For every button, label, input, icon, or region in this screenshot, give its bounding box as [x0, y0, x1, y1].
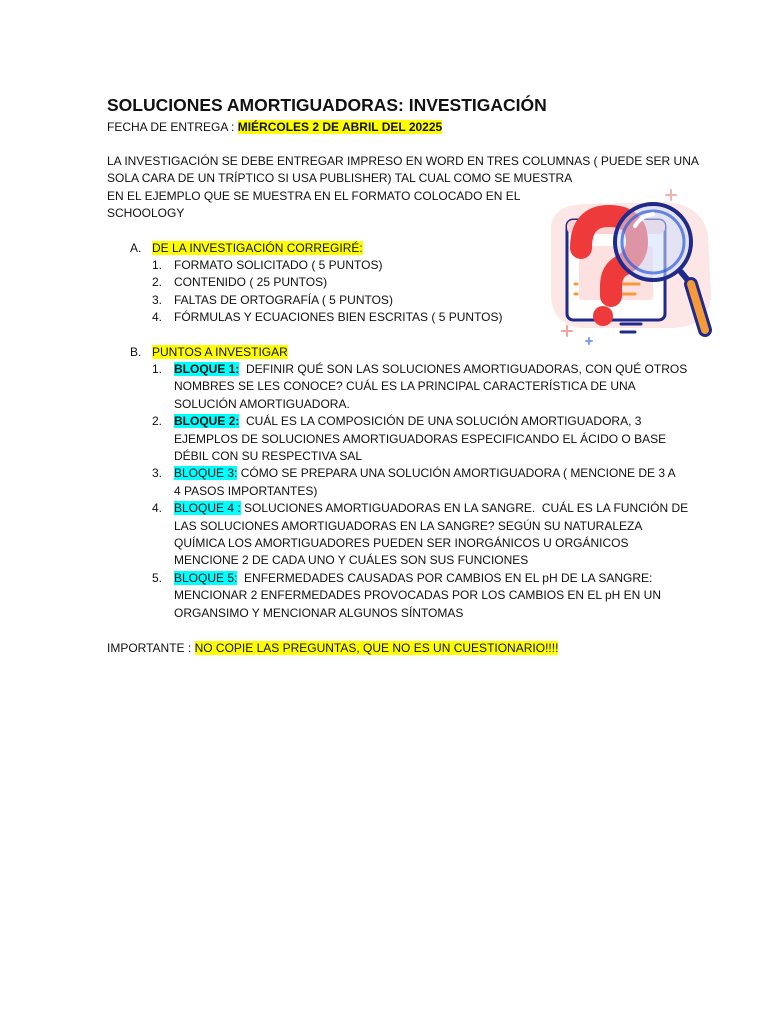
section-b-item-4-line-1: BLOQUE 4 : SOLUCIONES AMORTIGUADORAS EN LA SANGRE. CUÁL ES LA FUNCIÓN DE: [174, 501, 689, 515]
intro-line-3: EN EL EJEMPLO QUE SE MUESTRA EN EL FORMATO COLOCADO EN EL: [107, 189, 521, 203]
intro-line-4: SCHOOLOGY: [107, 206, 185, 220]
important-line: [107, 640, 558, 657]
section-a-item-2-num: 2.: [152, 275, 163, 289]
section-b-item-4-line-4: MENCIONE 2 DE CADA UNO Y CUÁLES SON SUS FUNCIONES: [174, 553, 529, 567]
due-date-value: MIÉRCOLES 2 DE ABRIL DEL 20225: [237, 120, 443, 134]
section-a-marker: A.: [130, 241, 142, 255]
due-date-label: FECHA DE ENTREGA :: [107, 120, 235, 134]
section-b-item-3-line-1: BLOQUE 3: CÓMO SE PREPARA UNA SOLUCIÓN AMORTIGUADORA ( MENCIONE DE 3 A: [174, 466, 676, 480]
document-title: SOLUCIONES AMORTIGUADORAS: INVESTIGACIÓN: [107, 95, 547, 115]
section-b-item-1-num: 1.: [152, 362, 163, 376]
section-b-item-3-num: 3.: [152, 466, 163, 480]
section-a-item-4-num: 4.: [152, 310, 163, 324]
section-b-item-1-line-1: BLOQUE 1: DEFINIR QUÉ SON LAS SOLUCIONES AMORTIGUADORAS, CON QUÉ OTROS: [174, 362, 688, 376]
section-b-item-2-num: 2.: [152, 414, 163, 428]
section-a-item-1: FORMATO SOLICITADO ( 5 PUNTOS): [174, 258, 383, 272]
sparkle-icon: [562, 326, 572, 336]
section-b-heading: PUNTOS A INVESTIGAR: [152, 345, 288, 359]
section-b-item-5-line-2: MENCIONAR 2 ENFERMEDADES PROVOCADAS POR LOS CAMBIOS EN EL pH EN UN: [174, 588, 661, 602]
question-magnifier-icon: [543, 186, 715, 346]
section-b-marker: B.: [130, 345, 142, 359]
bloque-1-tag: BLOQUE 1:: [174, 362, 240, 376]
important-label: IMPORTANTE :: [107, 641, 195, 655]
section-b-item-1-line-3: SOLUCIÓN AMORTIGUADORA.: [174, 397, 350, 411]
section-b-item-3-line-2: 4 PASOS IMPORTANTES): [174, 484, 318, 498]
section-a-item-2: CONTENIDO ( 25 PUNTOS): [174, 275, 328, 289]
section-a-item-3-num: 3.: [152, 293, 163, 307]
bloque-4-tag: BLOQUE 4 :: [174, 501, 241, 515]
bloque-3-tag: BLOQUE 3:: [174, 466, 238, 480]
section-b-item-4-line-3: QUÍMICA LOS AMORTIGUADORES PUEDEN SER INORGÁNICOS U ORGÁNICOS: [174, 536, 629, 550]
important-value: NO COPIE LAS PREGUNTAS, QUE NO ES UN CUESTIONARIO!!!!: [194, 641, 559, 655]
section-b-item-5-line-3: ORGANSIMO Y MENCIONAR ALGUNOS SÍNTOMAS: [174, 606, 464, 620]
section-a-heading: DE LA INVESTIGACIÓN CORREGIRÉ:: [152, 241, 363, 255]
sparkle-icon: [666, 190, 676, 200]
intro-line-1: LA INVESTIGACIÓN SE DEBE ENTREGAR IMPRESO EN WORD EN TRES COLUMNAS ( PUEDE SER UNA: [107, 154, 699, 168]
section-a-item-4: FÓRMULAS Y ECUACIONES BIEN ESCRITAS ( 5 PUNTOS): [174, 310, 503, 324]
sparkle-icon: [586, 338, 592, 344]
bloque-2-tag: BLOQUE 2:: [174, 414, 240, 428]
section-b-item-4-line-2: LAS SOLUCIONES AMORTIGUADORAS EN LA SANGRE? SEGÚN SU NATURALEZA: [174, 519, 643, 533]
intro-line-2: SOLA CARA DE UN TRÍPTICO SI USA PUBLISHER) TAL CUAL COMO SE MUESTRA: [107, 171, 573, 185]
section-a-item-3: FALTAS DE ORTOGRAFÍA ( 5 PUNTOS): [174, 293, 393, 307]
section-b-item-1-line-2: NOMBRES SE LES CONOCE? CUÁL ES LA PRINCIPAL CARACTERÍSTICA DE UNA: [174, 379, 636, 393]
section-b-item-2-line-1: BLOQUE 2: CUÁL ES LA COMPOSICIÓN DE UNA SOLUCIÓN AMORTIGUADORA, 3: [174, 414, 642, 428]
section-b-item-4-num: 4.: [152, 501, 163, 515]
section-b-item-2-line-2: EJEMPLOS DE SOLUCIONES AMORTIGUADORAS ESPECIFICANDO EL ÁCIDO O BASE: [174, 432, 667, 446]
section-b-item-2-line-3: DÉBIL CON SU RESPECTIVA SAL: [174, 449, 363, 463]
due-date-line: [107, 119, 442, 136]
bloque-5-tag: BLOQUE 5:: [174, 571, 238, 585]
section-b-item-5-num: 5.: [152, 571, 163, 585]
section-b-item-5-line-1: BLOQUE 5: ENFERMEDADES CAUSADAS POR CAMBIOS EN EL pH DE LA SANGRE:: [174, 571, 653, 585]
section-a-item-1-num: 1.: [152, 258, 163, 272]
